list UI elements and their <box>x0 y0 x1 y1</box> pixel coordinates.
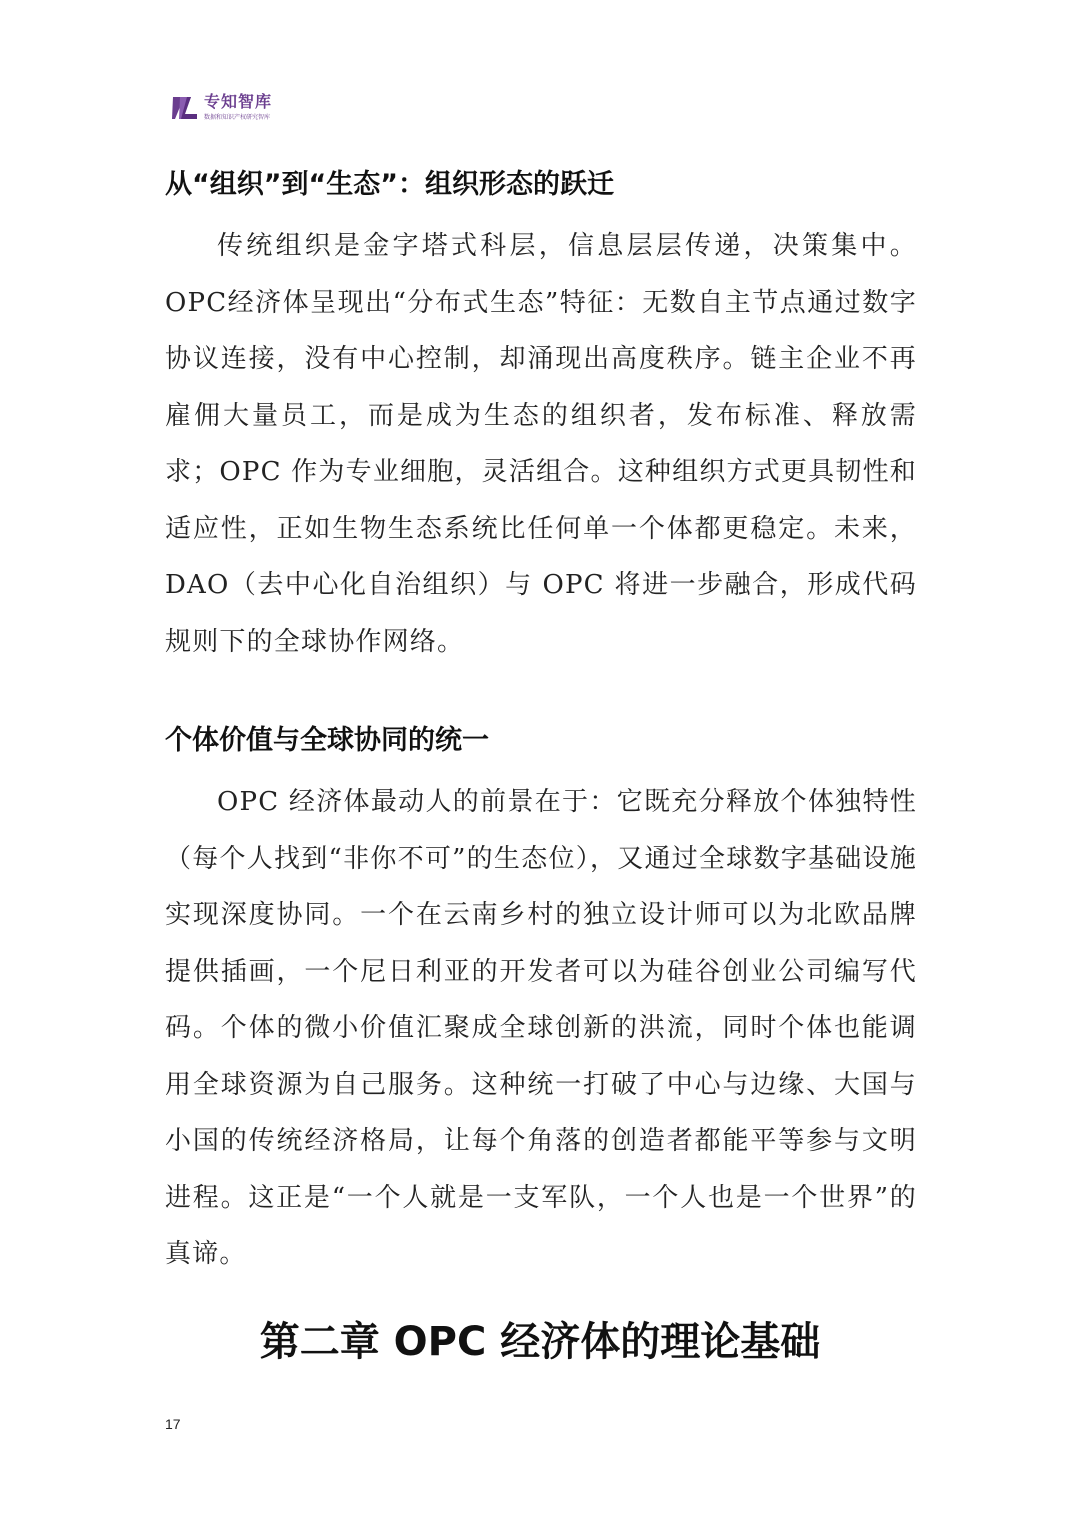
logo-tagline: 数据和知识产权研究智库 <box>204 114 271 121</box>
section-heading: 个体价值与全球协同的统一 <box>165 725 489 756</box>
chapter-title: 第二章 OPC 经济体的理论基础 <box>259 1319 821 1365</box>
brand-logo <box>170 93 272 127</box>
zl-logo-icon <box>170 93 200 123</box>
section-heading: 从“组织”到“生态”：组织形态的跃迁 <box>165 169 614 200</box>
logo-name: 专知智库 <box>204 92 273 111</box>
section-paragraph: 传统组织是金字塔式科层，信息层层传递，决策集中。OPC经济体呈现出“分布式生态”特征：无数自主节点通过数字协议连接，没有中心控制，却涌现出高度秩序。链主企业不再雇佣大量员工，而是成为生态的组织者，发布标准、释放需求；OPC 作为专业细胞，灵活组合。这种组织方式更具韧性和适应性，正如生物生态系统比任何单一个体都更稳定。未来，DAO（去中心化自治组织）与 OPC 将进一步融合，形成代码规则下的全球协作网络。 <box>165 231 917 657</box>
section-paragraph: OPC 经济体最动人的前景在于：它既充分释放个体独特性（每个人找到“非你不可”的生态位），又通过全球数字基础设施实现深度协同。一个在云南乡村的独立设计师可以为北欧品牌提供插画，一个尼日利亚的开发者可以为硅谷创业公司编写代码。个体的微小价值汇聚成全球创新的洪流，同时个体也能调用全球资源为自己服务。这种统一打破了中心与边缘、大国与小国的传统经济格局，让每个角落的创造者都能平等参与文明进程。这正是“一个人就是一支军队，一个人也是一个世界”的真谛。 <box>165 787 917 1269</box>
page-number: 17 <box>165 1416 181 1432</box>
